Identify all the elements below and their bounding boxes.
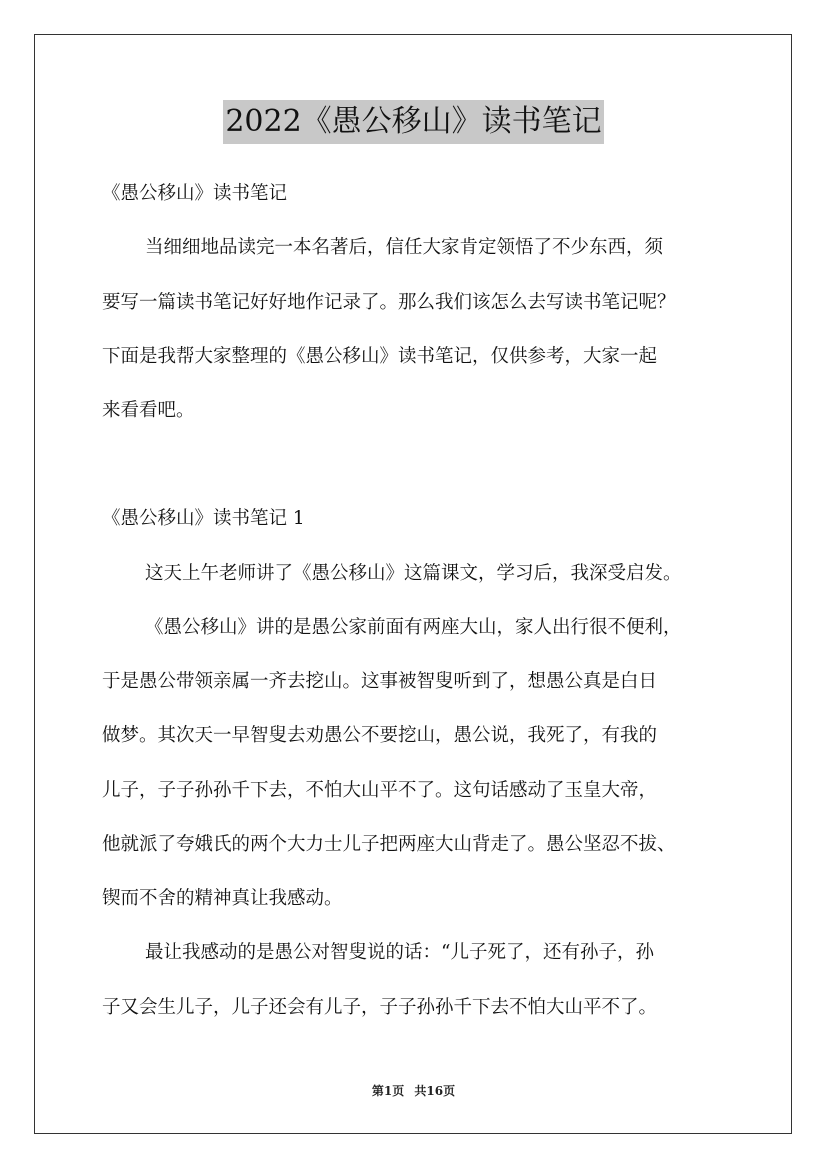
section1-p2-line-6: 锲而不舍的精神真让我感动。 xyxy=(102,888,343,909)
section1-p2-line-2: 于是愚公带领亲属一齐去挖山。这事被智叟听到了，想愚公真是白日 xyxy=(102,671,658,692)
section1-p2-line-3: 做梦。其次天一早智叟去劝愚公不要挖山，愚公说，我死了，有我的 xyxy=(102,725,658,746)
page-current: 第1页 xyxy=(371,1084,405,1098)
section1-heading: 《愚公移山》读书笔记 1 xyxy=(102,508,305,529)
section1-p3-line-1: 最让我感动的是愚公对智叟说的话：“儿子死了，还有孙子，孙 xyxy=(145,942,654,963)
page-total: 共16页 xyxy=(414,1084,456,1098)
section1-p2-line-5: 他就派了夸娥氏的两个大力士儿子把两座大山背走了。愚公坚忍不拔、 xyxy=(102,834,676,855)
intro-line-3: 下面是我帮大家整理的《愚公移山》读书笔记，仅供参考，大家一起 xyxy=(102,346,658,367)
intro-line-1: 当细细地品读完一本名著后，信任大家肯定领悟了不少东西，须 xyxy=(145,237,664,258)
document-title: 2022《愚公移山》读书笔记 xyxy=(0,100,827,144)
section1-p2-line-4: 儿子，子子孙孙千下去，不怕大山平不了。这句话感动了玉皇大帝， xyxy=(102,780,658,801)
section1-p2-line-1: 《愚公移山》讲的是愚公家前面有两座大山，家人出行很不便利， xyxy=(145,617,682,638)
section1-paragraph-1: 这天上午老师讲了《愚公移山》这篇课文，学习后，我深受启发。 xyxy=(145,563,682,584)
page-footer xyxy=(0,1082,827,1099)
subtitle: 《愚公移山》读书笔记 xyxy=(102,183,288,204)
intro-line-4: 来看看吧。 xyxy=(102,400,195,421)
intro-line-2: 要写一篇读书笔记好好地作记录了。那么我们该怎么去写读书笔记呢？ xyxy=(102,292,676,313)
section1-p3-line-2: 子又会生儿子，儿子还会有儿子，子子孙孙千下去不怕大山平不了。 xyxy=(102,997,658,1018)
